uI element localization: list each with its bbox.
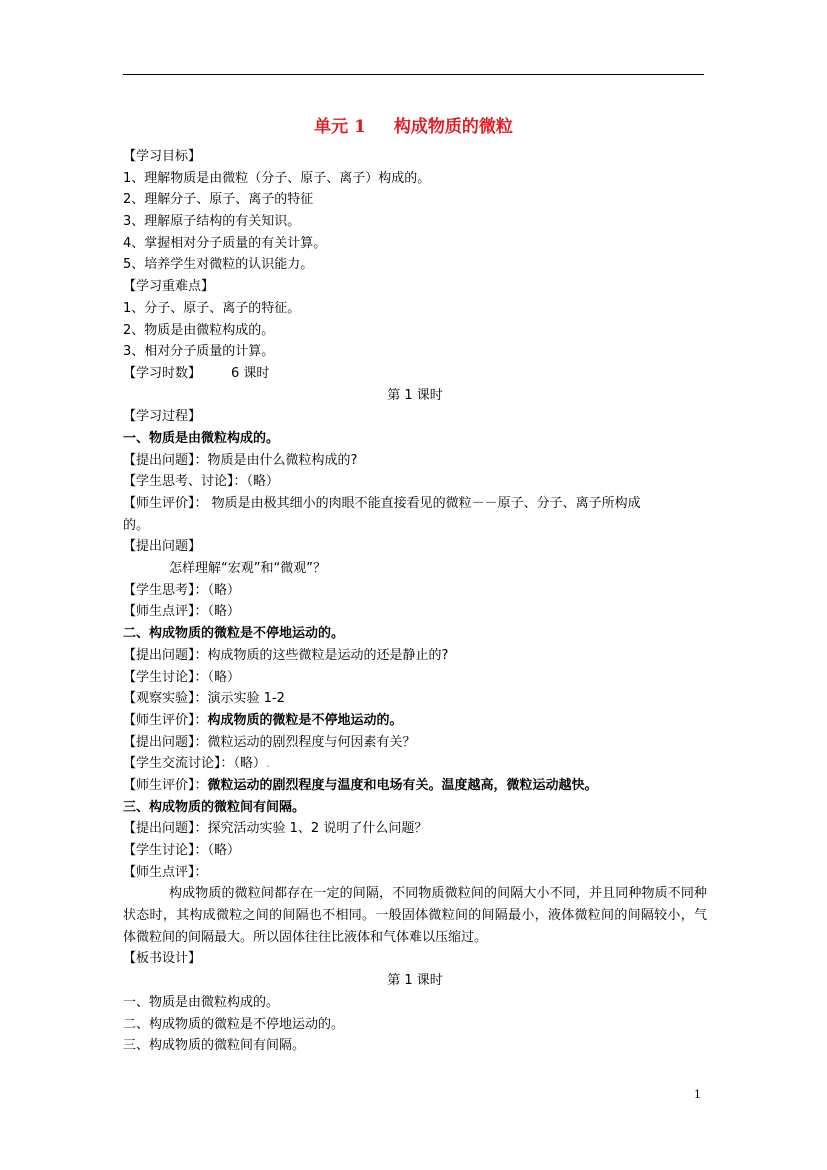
eval-label: 【师生评价】： (123, 496, 208, 511)
think-2-label: 【学生思考】： (123, 582, 208, 598)
objectives-heading: 【学习目标】 (123, 149, 202, 164)
title-text: 构成物质的微粒 (393, 117, 513, 137)
eval-row (123, 775, 707, 797)
objective-item: 2、理解分子、原子、离子的特征 (123, 192, 314, 208)
think-row (123, 471, 707, 493)
question-label: 【提出问题】： (123, 734, 208, 750)
comment-label: 【师生点评】： (123, 604, 208, 620)
lesson-label: 第 1 课时 (387, 387, 443, 403)
section-3-title: 三、构成物质的微粒间有间隔。 (123, 799, 306, 815)
title-unit: 单元 1 (314, 117, 366, 137)
difficulties-heading: 【学习重难点】 (123, 279, 215, 295)
hours-value: 6 课时 (231, 365, 270, 381)
page-number: 1 (694, 1088, 701, 1101)
question-text: 微粒运动的剧烈程度与何因素有关？ (207, 734, 416, 750)
discuss-row (123, 840, 707, 862)
discuss-text: （略） (207, 669, 241, 685)
board-item: 一、物质是由微粒构成的。 (123, 994, 280, 1010)
question-2-label: 【提出问题】 (123, 539, 202, 555)
difficulty-item: 3、相对分子质量的计算。 (123, 344, 275, 360)
board-item: 三、构成物质的微粒间有间隔。 (123, 1038, 306, 1054)
discuss-row (123, 667, 707, 689)
difficulty-item: 2、物质是由微粒构成的。 (123, 322, 275, 338)
experiment-label: 【观察实验】： (123, 691, 208, 707)
eval-row (123, 493, 707, 515)
header-rule (123, 74, 704, 75)
question-text: 物质是由什么微粒构成的? (207, 452, 358, 468)
objective-item: 4、掌握相对分子质量的有关计算。 (123, 235, 327, 251)
section-1-title: 一、物质是由微粒构成的。 (123, 430, 280, 446)
question-row (123, 818, 707, 840)
question-label: 【提出问题】： (123, 821, 208, 837)
think-2-text: （略） (207, 582, 241, 598)
comment-label: 【师生点评】： (123, 864, 208, 880)
eval-label: 【师生评价】： (123, 777, 208, 793)
comment-text: （略） (207, 604, 241, 620)
discuss-label: 【学生讨论】： (123, 843, 208, 858)
discuss-row (123, 753, 707, 775)
question-text: 构成物质的这些微粒是运动的还是静止的? (207, 647, 449, 663)
stray-mark: . (266, 756, 271, 772)
eval-row (123, 710, 707, 732)
discuss-label: 【学生交流讨论】： (123, 756, 234, 772)
eval-text: 构成物质的微粒是不停地运动的。 (207, 712, 403, 728)
think-2-row (123, 580, 707, 602)
section-2-title: 二、构成物质的微粒是不停地运动的。 (123, 626, 345, 642)
objective-item: 3、理解原子结构的有关知识。 (123, 214, 301, 230)
comment-paragraph: 构成物质的微粒间都存在一定的间隔，不同物质微粒间的间隔大小不同，并且同种物质不同种状态时，其构成微粒之间的间隔也不相同。一般固体微粒间的间隔最小，液体微粒间的间隔较小，气体微粒间的间隔最大。所以固体往往比液体和气体难以压缩过。 (123, 886, 707, 945)
board-lesson-label: 第 1 课时 (387, 973, 443, 989)
question-label: 【提出问题】： (123, 647, 208, 663)
eval-row-cont: 的。 (123, 517, 150, 533)
question-2-text: 怎样理解“宏观”和“微观”？ (169, 561, 326, 577)
experiment-text: 演示实验 1-2 (207, 691, 285, 707)
eval-text: 物质是由极其细小的肉眼不能直接看见的微粒－－原子、分子、离子所构成 (211, 496, 641, 511)
question-row (123, 732, 707, 754)
think-label: 【学生思考、讨论】： (123, 474, 247, 490)
experiment-row (123, 688, 707, 710)
objective-item: 1、理解物质是由微粒（分子、原子、离子）构成的。 (123, 170, 431, 186)
board-heading: 【板书设计】 (123, 951, 202, 967)
question-row (123, 450, 707, 472)
question-row (123, 645, 707, 667)
page-title (0, 112, 827, 137)
question-text: 探究活动实验 1、2 说明了什么问题？ (207, 821, 428, 837)
discuss-text: （略） (207, 843, 241, 858)
process-heading: 【学习过程】 (123, 409, 202, 425)
think-text: （略） (246, 474, 280, 490)
discuss-label: 【学生讨论】： (123, 669, 208, 685)
question-label: 【提出问题】： (123, 452, 208, 468)
hours-label: 【学习时数】 (123, 365, 202, 381)
document-body (123, 146, 707, 1057)
difficulty-item: 1、分子、原子、离子的特征。 (123, 300, 301, 316)
comment-row (123, 601, 707, 623)
objective-item: 5、培养学生对微粒的认识能力。 (123, 257, 314, 273)
eval-text: 微粒运动的剧烈程度与温度和电场有关。温度越高，微粒运动越快。 (207, 777, 598, 793)
eval-label: 【师生评价】： (123, 712, 208, 728)
discuss-text: （略） (233, 756, 267, 772)
hours-row (123, 363, 707, 385)
board-item: 二、构成物质的微粒是不停地运动的。 (123, 1016, 345, 1032)
